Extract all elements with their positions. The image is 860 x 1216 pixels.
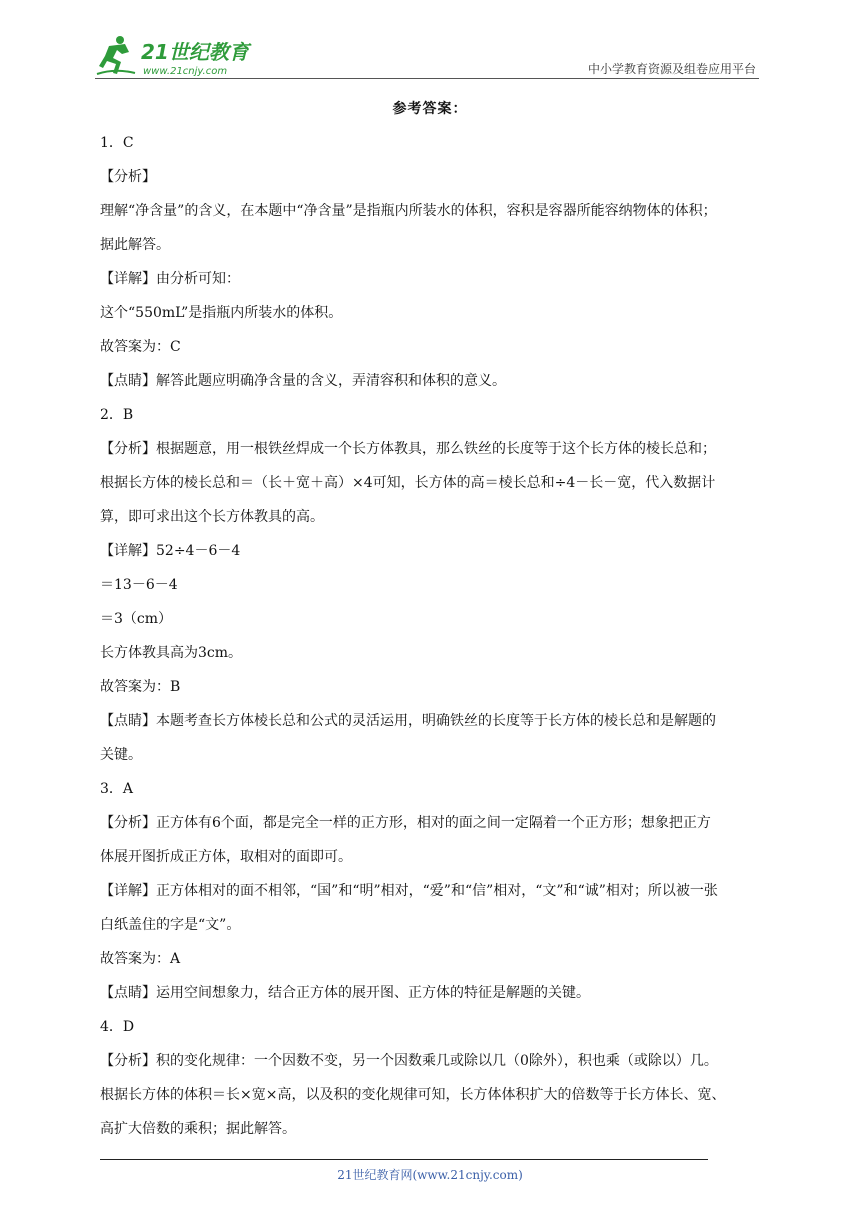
text-line: 1．C bbox=[100, 135, 134, 151]
text-line: 故答案为：B bbox=[100, 679, 181, 695]
text-line: 算，即可求出这个长方体教具的高。 bbox=[100, 509, 324, 525]
page-title: 参考答案： bbox=[392, 101, 468, 117]
text-line: 【分析】 bbox=[100, 169, 156, 185]
text-line: 【详解】由分析可知： bbox=[100, 271, 240, 287]
text-line: 【分析】正方体有6个面，都是完全一样的正方形，相对的面之间一定隔着一个正方形；想象把正方 bbox=[100, 815, 711, 831]
text-line: 高扩大倍数的乘积；据此解答。 bbox=[100, 1121, 296, 1137]
footer-divider bbox=[100, 1159, 708, 1160]
text-line: 【点睛】解答此题应明确净含量的含义，弄清容积和体积的意义。 bbox=[100, 373, 506, 389]
text-line: 白纸盖住的字是“文”。 bbox=[100, 917, 241, 933]
footer-source: 21世纪教育网(www.21cnjy.com) bbox=[337, 1168, 523, 1182]
logo-text: 21世纪教育 bbox=[141, 40, 249, 64]
text-line: 根据长方体的棱长总和＝（长＋宽＋高）×4可知，长方体的高＝棱长总和÷4－长－宽，代入数据计 bbox=[100, 475, 716, 491]
text-line: 故答案为：C bbox=[100, 339, 181, 355]
text-line: 【分析】积的变化规律：一个因数不变，另一个因数乘几或除以几（0除外），积也乘（或除以）几。 bbox=[100, 1053, 718, 1069]
text-line: 3．A bbox=[100, 781, 134, 797]
text-line: 根据长方体的体积＝长×宽×高，以及积的变化规律可知，长方体体积扩大的倍数等于长方体长、宽、 bbox=[100, 1087, 726, 1103]
text-line: 理解“净含量”的含义，在本题中“净含量”是指瓶内所装水的体积，容积是容器所能容纳物体的体积； bbox=[100, 203, 717, 219]
text-line: 体展开图折成正方体，取相对的面即可。 bbox=[100, 849, 352, 865]
runner-icon bbox=[97, 36, 135, 74]
text-line: 长方体教具高为3cm。 bbox=[100, 645, 243, 661]
text-line: 【详解】52÷4－6－4 bbox=[100, 543, 241, 559]
site-logo bbox=[95, 34, 265, 78]
text-line: 故答案为：A bbox=[100, 951, 181, 967]
text-line: ＝13－6－4 bbox=[100, 577, 178, 593]
header-divider bbox=[95, 78, 759, 79]
text-line: 【点睛】运用空间想象力，结合正方体的展开图、正方体的特征是解题的关键。 bbox=[100, 985, 590, 1001]
text-line: 2．B bbox=[100, 407, 134, 423]
logo-url: www.21cnjy.com bbox=[143, 66, 228, 77]
answer-content bbox=[100, 126, 764, 1146]
text-line: 【点睛】本题考查长方体棱长总和公式的灵活运用，明确铁丝的长度等于长方体的棱长总和是解题的 bbox=[100, 713, 716, 729]
text-line: 4．D bbox=[100, 1019, 135, 1035]
text-line: ＝3（cm） bbox=[100, 611, 173, 627]
text-line: 这个“550mL”是指瓶内所装水的体积。 bbox=[100, 305, 343, 321]
text-line: 据此解答。 bbox=[100, 237, 170, 253]
platform-name: 中小学教育资源及组卷应用平台 bbox=[587, 62, 756, 76]
text-line: 【分析】根据题意，用一根铁丝焊成一个长方体教具，那么铁丝的长度等于这个长方体的棱长总和； bbox=[100, 441, 716, 457]
text-line: 【详解】正方体相对的面不相邻，“国”和“明”相对，“爱”和“信”相对，“文”和“诚”相对；所以被一张 bbox=[100, 883, 718, 899]
text-line: 关键。 bbox=[100, 747, 142, 763]
page-header bbox=[0, 0, 860, 80]
